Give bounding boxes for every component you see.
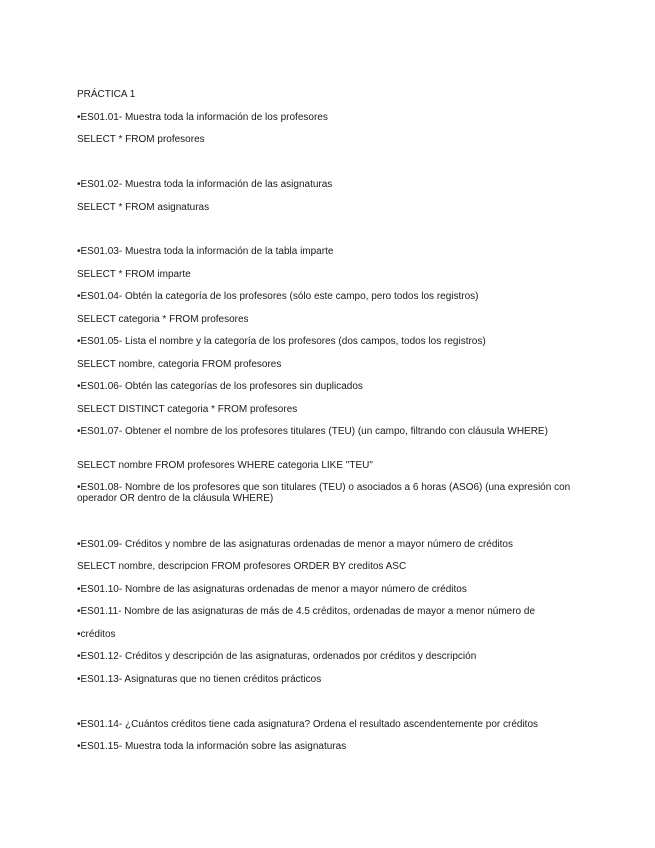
exercise-es01-09: •ES01.09- Créditos y nombre de las asignaturas ordenadas de menor a mayor número de créditos [77, 539, 513, 550]
exercise-es01-02: •ES01.02- Muestra toda la información de las asignaturas [77, 179, 333, 190]
query-es01-03: SELECT * FROM imparte [77, 269, 191, 280]
exercise-es01-06: •ES01.06- Obtén las categorías de los profesores sin duplicados [77, 381, 363, 392]
exercise-es01-08: •ES01.08- Nombre de los profesores que son titulares (TEU) o asociados a 6 horas (ASO6) (una expresión con operador OR dentro de la cláusula WHERE) [77, 482, 571, 504]
exercise-es01-03: •ES01.03- Muestra toda la información de la tabla imparte [77, 246, 334, 257]
exercise-es01-12: •ES01.12- Créditos y descripción de las asignaturas, ordenados por créditos y descripción [77, 651, 477, 662]
exercise-es01-07: •ES01.07- Obtener el nombre de los profesores titulares (TEU) (un campo, filtrando con cláusula WHERE) [77, 426, 548, 437]
query-es01-09: SELECT nombre, descripcion FROM profesores ORDER BY creditos ASC [77, 561, 407, 572]
exercise-es01-10: •ES01.10- Nombre de las asignaturas ordenadas de menor a mayor número de créditos [77, 584, 467, 595]
exercise-es01-11-continued: •créditos [77, 629, 116, 640]
query-es01-04: SELECT categoria * FROM profesores [77, 314, 249, 325]
exercise-es01-11: •ES01.11- Nombre de las asignaturas de más de 4.5 créditos, ordenadas de mayor a menor número de [77, 606, 536, 617]
exercise-es01-04: •ES01.04- Obtén la categoría de los profesores (sólo este campo, pero todos los registros) [77, 291, 479, 302]
query-es01-06: SELECT DISTINCT categoria * FROM profesores [77, 404, 298, 415]
query-es01-01: SELECT * FROM profesores [77, 134, 205, 145]
document-title: PRÁCTICA 1 [77, 89, 136, 100]
query-es01-07: SELECT nombre FROM profesores WHERE categoria LIKE "TEU" [77, 460, 373, 471]
exercise-es01-15: •ES01.15- Muestra toda la información sobre las asignaturas [77, 741, 347, 752]
exercise-es01-01: •ES01.01- Muestra toda la información de los profesores [77, 112, 328, 123]
query-es01-05: SELECT nombre, categoria FROM profesores [77, 359, 282, 370]
exercise-es01-14: •ES01.14- ¿Cuántos créditos tiene cada asignatura? Ordena el resultado ascendentemente por créditos [77, 719, 539, 730]
query-es01-02: SELECT * FROM asignaturas [77, 202, 210, 213]
exercise-es01-05: •ES01.05- Lista el nombre y la categoría de los profesores (dos campos, todos los registros) [77, 336, 486, 347]
exercise-es01-13: •ES01.13- Asignaturas que no tienen créditos prácticos [77, 674, 322, 685]
